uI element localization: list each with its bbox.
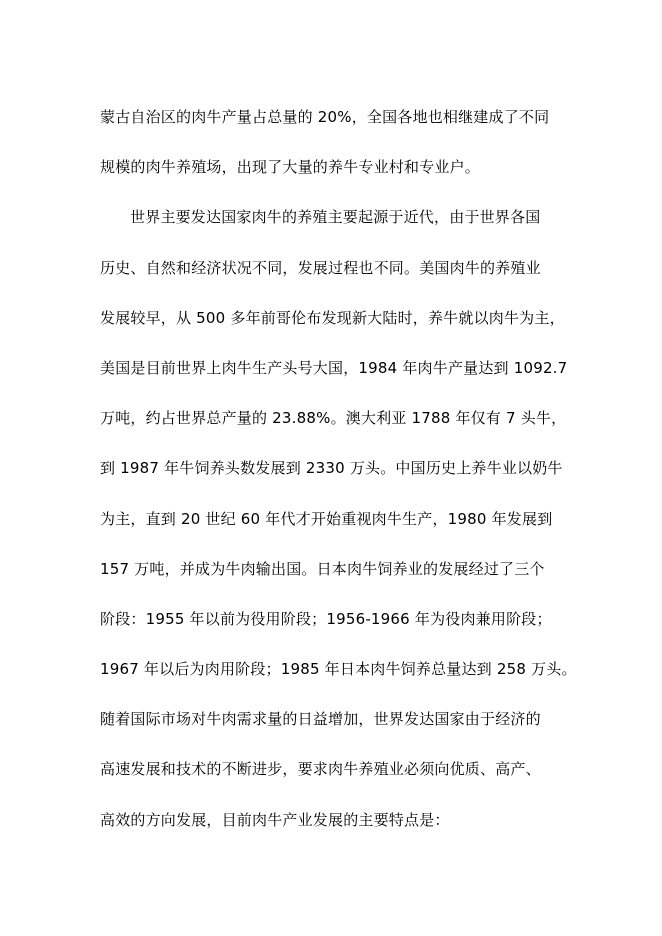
text-line-12: 1967 年以后为肉用阶段；1985 年日本肉牛饲养总量达到 258 万头。 <box>100 660 577 679</box>
text-line-11: 阶段：1955 年以前为役用阶段；1956-1966 年为役肉兼用阶段； <box>100 609 552 628</box>
text-line-6: 美国是目前世界上肉牛生产头号大国，1984 年肉牛产量达到 1092.7 <box>100 358 568 377</box>
text-line-8: 到 1987 年牛饲养头数发展到 2330 万头。中国历史上养牛业以奶牛 <box>100 459 563 478</box>
text-line-13: 随着国际市场对牛肉需求量的日益增加，世界发达国家由于经济的 <box>100 710 541 729</box>
text-line-15: 高效的方向发展，目前肉牛产业发展的主要特点是： <box>100 810 450 829</box>
text-line-4: 历史、自然和经济状况不同，发展过程也不同。美国肉牛的养殖业 <box>100 258 541 277</box>
text-line-1: 蒙古自治区的肉牛产量占总量的 20%，全国各地也相继建成了不同 <box>100 108 550 126</box>
text-line-9: 为主，直到 20 世纪 60 年代才开始重视肉牛生产，1980 年发展到 <box>100 509 553 528</box>
text-line-5: 发展较早，从 500 多年前哥伦布发现新大陆时，养牛就以肉牛为主， <box>100 308 565 327</box>
body-text <box>100 105 577 858</box>
text-line-10: 157 万吨，并成为牛肉输出国。日本肉牛饲养业的发展经过了三个 <box>100 559 545 578</box>
text-line-7: 万吨，约占世界总产量的 23.88%。澳大利亚 1788 年仅有 7 头牛， <box>100 409 567 428</box>
text-line-14: 高速发展和技术的不断进步，要求肉牛养殖业必须向优质、高产、 <box>100 760 541 779</box>
text-line-3: 世界主要发达国家肉牛的养殖主要起源于近代，由于世界各国 <box>130 208 541 227</box>
text-line-2: 规模的肉牛养殖场，出现了大量的养牛专业村和专业户。 <box>100 158 481 177</box>
